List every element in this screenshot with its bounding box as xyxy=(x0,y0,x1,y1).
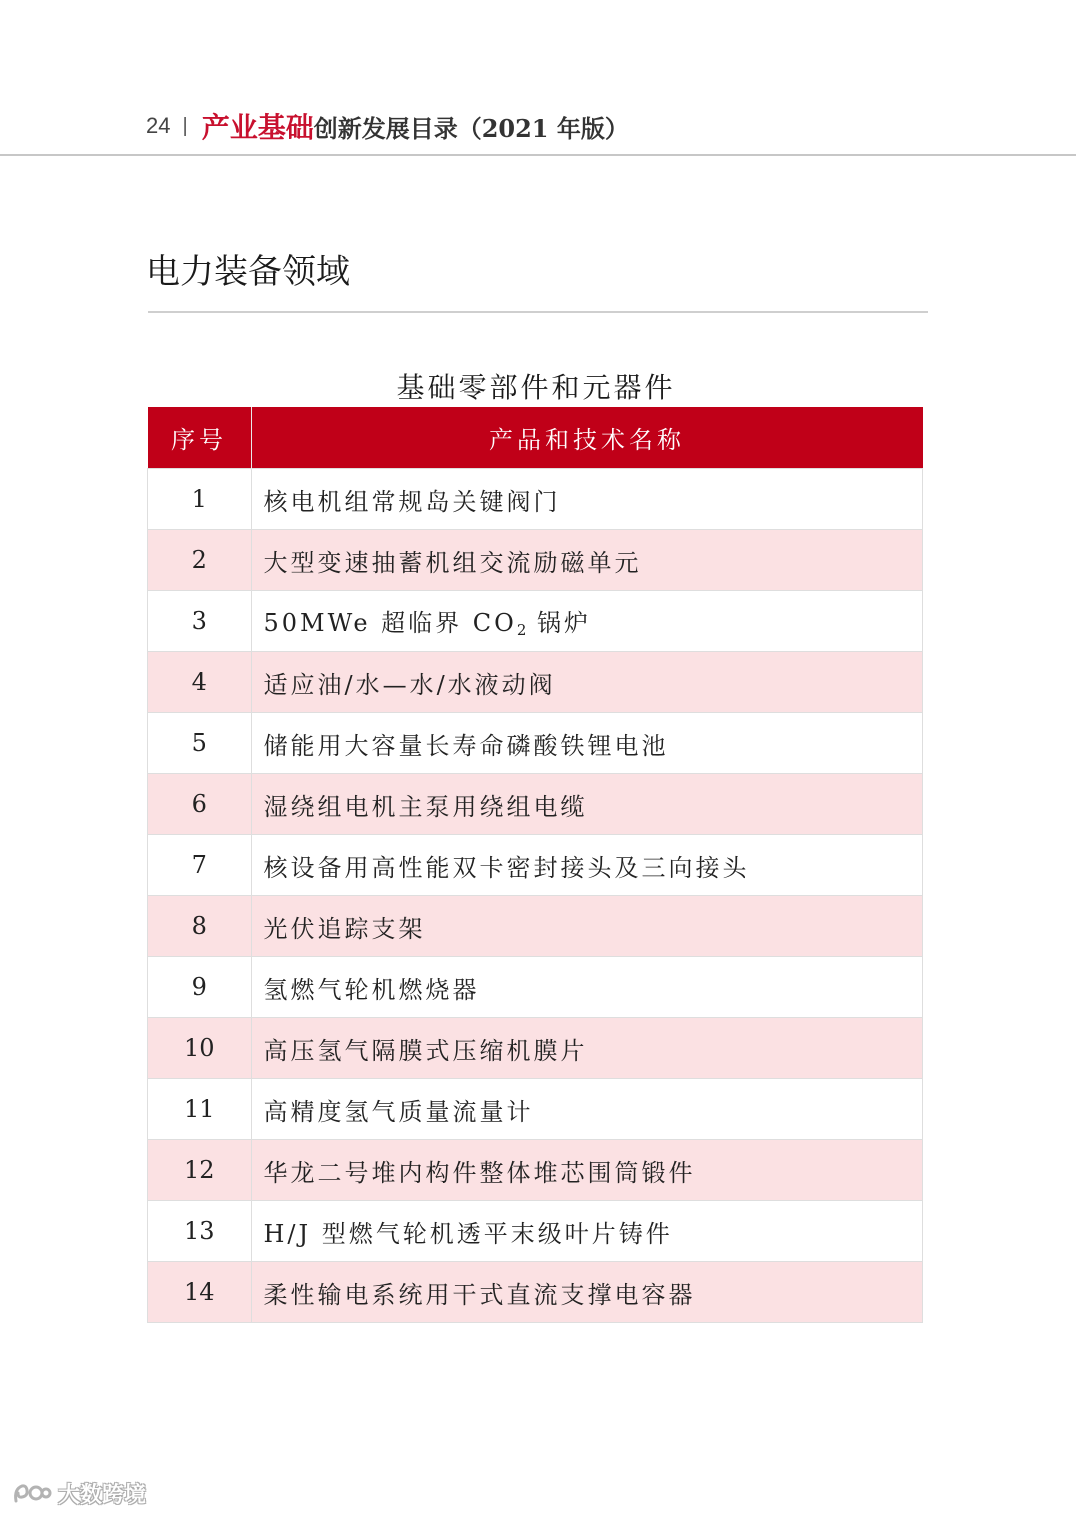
catalog-table xyxy=(147,407,923,1323)
header-divider xyxy=(0,154,1076,156)
row-name: 高精度氢气质量流量计 xyxy=(251,1079,923,1140)
table-row xyxy=(148,1262,923,1323)
table-row xyxy=(148,1079,923,1140)
column-header-name: 产品和技术名称 xyxy=(251,407,923,469)
table-row xyxy=(148,1201,923,1262)
row-index: 14 xyxy=(148,1262,252,1323)
row-name: 适应油/水—水/水液动阀 xyxy=(251,652,923,713)
row-index: 11 xyxy=(148,1079,252,1140)
row-index: 6 xyxy=(148,774,252,835)
row-index: 10 xyxy=(148,1018,252,1079)
row-index: 3 xyxy=(148,591,252,652)
column-header-index: 序号 xyxy=(148,407,252,469)
row-index: 7 xyxy=(148,835,252,896)
row-name: 湿绕组电机主泵用绕组电缆 xyxy=(251,774,923,835)
row-name: 核电机组常规岛关键阀门 xyxy=(251,469,923,530)
table-row xyxy=(148,469,923,530)
row-name: 大型变速抽蓄机组交流励磁单元 xyxy=(251,530,923,591)
table-row xyxy=(148,835,923,896)
table-caption: 基础零部件和元器件 xyxy=(396,371,676,404)
row-name: 核设备用高性能双卡密封接头及三向接头 xyxy=(251,835,923,896)
table-row xyxy=(148,652,923,713)
row-name: 光伏追踪支架 xyxy=(251,896,923,957)
table-row xyxy=(148,957,923,1018)
table-header-row xyxy=(148,407,923,469)
page-number: 24 xyxy=(146,113,171,138)
row-index: 8 xyxy=(148,896,252,957)
subscript-two: 2 xyxy=(516,621,527,639)
table-row xyxy=(148,774,923,835)
section-title: 电力装备领域 xyxy=(146,252,350,292)
row-name: 高压氢气隔膜式压缩机膜片 xyxy=(251,1018,923,1079)
table-row xyxy=(148,896,923,957)
row-name: 氢燃气轮机燃烧器 xyxy=(251,957,923,1018)
book-title-rest: 创新发展目录（2021 年版） xyxy=(313,113,629,143)
row-name: 柔性输电系统用干式直流支撑电容器 xyxy=(251,1262,923,1323)
row-name-part: 锅炉 xyxy=(526,609,592,637)
table-row xyxy=(148,1140,923,1201)
header-separator: | xyxy=(182,114,188,137)
row-index: 4 xyxy=(148,652,252,713)
row-name: 储能用大容量长寿命磷酸铁锂电池 xyxy=(251,713,923,774)
row-index: 1 xyxy=(148,469,252,530)
row-name xyxy=(251,591,923,652)
row-name: 华龙二号堆内构件整体堆芯围筒锻件 xyxy=(251,1140,923,1201)
table-row xyxy=(148,530,923,591)
table-row xyxy=(148,1018,923,1079)
row-name-part: 50MWe 超临界 CO xyxy=(263,609,517,637)
row-index: 13 xyxy=(148,1201,252,1262)
watermark-text: 大数跨境 xyxy=(58,1483,147,1508)
row-index: 5 xyxy=(148,713,252,774)
row-index: 2 xyxy=(148,530,252,591)
table-row xyxy=(148,591,923,652)
watermark xyxy=(12,1478,146,1509)
page-header xyxy=(146,104,629,148)
row-name: H/J 型燃气轮机透平末级叶片铸件 xyxy=(251,1201,923,1262)
brand-logo-icon xyxy=(12,1481,52,1507)
book-title-accent: 产业基础 xyxy=(201,111,314,144)
row-index: 9 xyxy=(148,957,252,1018)
section-divider xyxy=(148,311,928,313)
table-row xyxy=(148,713,923,774)
row-index: 12 xyxy=(148,1140,252,1201)
